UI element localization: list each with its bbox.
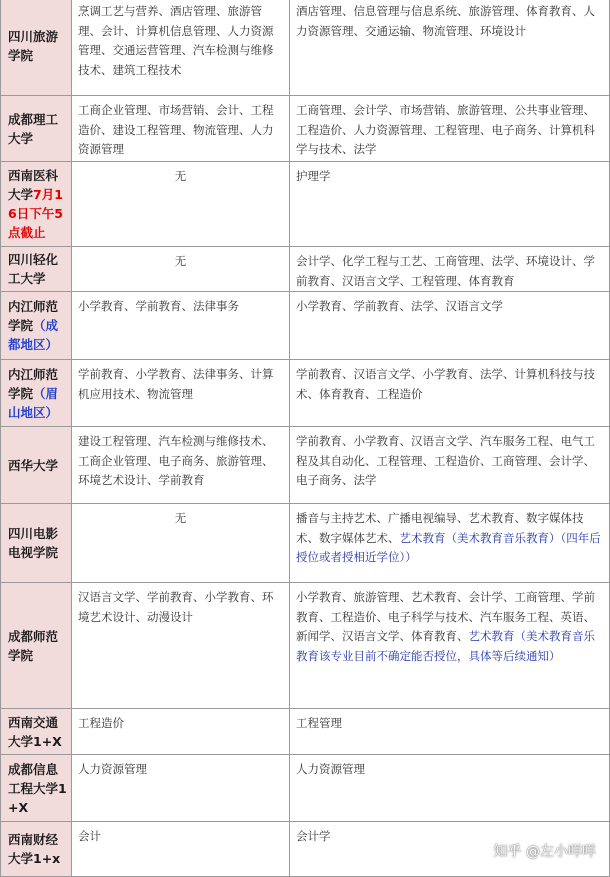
bachelor-majors: 人力资源管理 (290, 755, 610, 822)
table-row (1, 360, 610, 427)
watermark: 知乎 @左小咩咩 (493, 844, 596, 860)
bachelor-majors: 播音与主持艺术、广播电视编导、艺术教育、数字媒体技术、数字媒体艺术、 (296, 511, 584, 545)
university-name-cell (1, 292, 72, 360)
table-row (1, 504, 610, 583)
bachelor-majors: 小学教育、旅游管理、艺术教育、会计学、工商管理、学前教育、工程造价、电子科学与技术、汽车服务工程、英语、新闻学、汉语言文学、体育教育、 (296, 590, 595, 643)
college-majors: 人力资源管理 (72, 755, 290, 822)
bachelor-majors: 工商管理、会计学、市场营销、旅游管理、公共事业管理、工程造价、人力资源管理、工程管理、电子商务、计算机科学与技术、法学 (290, 96, 610, 162)
bachelor-majors: 学前教育、小学教育、汉语言文学、汽车服务工程、电气工程及其自动化、工程管理、工程造价、工商管理、会计学、电子商务、法学 (290, 427, 610, 504)
college-majors: 学前教育、小学教育、法律事务、计算机应用技术、物流管理 (72, 360, 290, 427)
table-row (1, 292, 610, 360)
college-majors: 小学教育、学前教育、法律事务 (72, 292, 290, 360)
college-majors: 工商企业管理、市场营销、会计、工程造价、建设工程管理、物流管理、人力资源管理 (72, 96, 290, 162)
college-majors: 汉语言文学、学前教育、小学教育、环境艺术设计、动漫设计 (72, 583, 290, 709)
university-name: 西南交通大学1+X (1, 709, 72, 755)
bachelor-majors-cell (290, 583, 610, 709)
table-row (1, 709, 610, 755)
university-name: 内江师范学院 (8, 366, 59, 401)
university-name: 成都信息工程大学1+X (1, 755, 72, 822)
university-name: 西南医科大学 (8, 168, 59, 202)
college-majors: 无 (72, 504, 290, 583)
art-education-note: 艺术教育（美术教育音乐教育该专业目前不确定能否授位，具体等后续通知） (296, 629, 595, 663)
campus-note: （眉山地区） (8, 385, 59, 420)
table-row (1, 96, 610, 162)
table-row (1, 0, 610, 96)
college-majors: 建设工程管理、汽车检测与维修技术、工商企业管理、电子商务、旅游管理、环境艺术设计、学前教育 (72, 427, 290, 504)
table-row (1, 162, 610, 247)
bachelor-majors: 工程管理 (290, 709, 610, 755)
university-name: 成都理工大学 (1, 96, 72, 162)
bachelor-majors: 会计学、化学工程与工艺、工商管理、法学、环境设计、学前教育、汉语言文学、工程管理、体育教育 (290, 247, 610, 292)
art-education-note: 艺术教育（美术教育音乐教育）（四年后授位或者授相近学位）） (296, 530, 601, 564)
university-name: 四川旅游学院 (1, 0, 72, 96)
bachelor-majors: 学前教育、汉语言文学、小学教育、法学、计算机科技与技术、体育教育、工程造价 (290, 360, 610, 427)
deadline-note: 7月16日下午5点截止 (8, 187, 63, 240)
university-name-cell (1, 360, 72, 427)
university-name-cell (1, 162, 72, 247)
university-name: 内江师范学院 (8, 299, 59, 333)
table-row (1, 427, 610, 504)
university-name: 成都师范学院 (1, 583, 72, 709)
bachelor-majors: 会计学 (290, 822, 610, 877)
table-row (1, 247, 610, 292)
university-name: 四川轻化工大学 (1, 247, 72, 292)
university-name: 四川电影电视学院 (1, 504, 72, 583)
table-row (1, 755, 610, 822)
college-majors: 无 (72, 162, 290, 247)
college-majors: 工程造价 (72, 709, 290, 755)
table-row (1, 583, 610, 709)
university-name: 西南财经大学1+x (1, 822, 72, 877)
bachelor-majors-cell (290, 504, 610, 583)
college-majors: 无 (72, 247, 290, 292)
bachelor-majors: 护理学 (290, 162, 610, 247)
campus-note: （成都地区） (8, 318, 59, 352)
college-majors: 烹调工艺与营养、酒店管理、旅游管理、会计、计算机信息管理、人力资源管理、交通运营管理、汽车检测与维修技术、建筑工程技术 (72, 0, 290, 96)
university-name: 西华大学 (1, 427, 72, 504)
college-majors: 会计 (72, 822, 290, 877)
bachelor-majors: 酒店管理、信息管理与信息系统、旅游管理、体育教育、人力资源管理、交通运输、物流管理、环境设计 (290, 0, 610, 96)
bachelor-majors: 小学教育、学前教育、法学、汉语言文学 (290, 292, 610, 360)
